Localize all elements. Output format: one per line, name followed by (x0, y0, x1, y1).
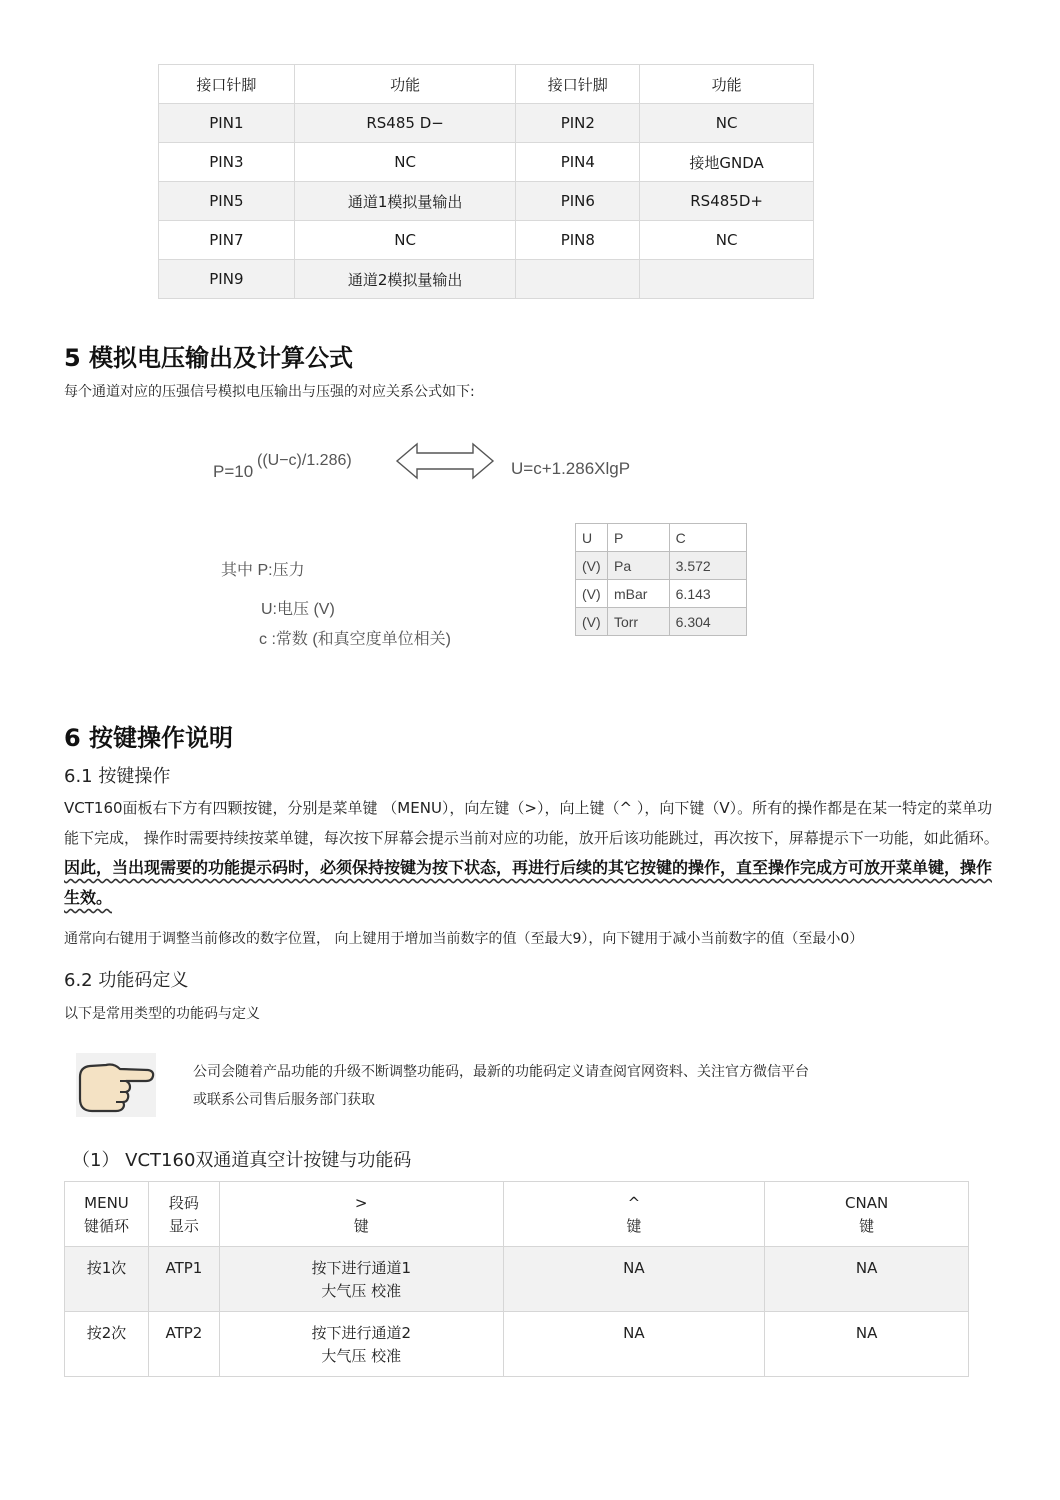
header-line: ^ (627, 1194, 641, 1212)
subsection-6-2-title: 6.2 功能码定义 (64, 970, 189, 991)
legend-pressure: 其中 P:压力 (221, 562, 305, 579)
cell-line: 按下进行通道2 (311, 1324, 411, 1342)
pin-cell (516, 260, 640, 299)
key-operation-text: VCT160面板右下方有四颗按键，分别是菜单键 （MENU），向左键（>），向上键（^ ），向下键（V）。所有的操作都是在某一特定的菜单功能下完成， 操作时需要持续按菜单键，每次按下屏幕会提示当前对应的功能，放开后该功能跳过，再次按下，屏幕提示下一功能，如此循环。 (64, 799, 999, 847)
right-key-cell (219, 1312, 503, 1377)
pin-cell: NC (640, 221, 814, 260)
function-code-table (64, 1181, 969, 1377)
constant-cell: (V) (576, 552, 608, 580)
section-5-title: 5 模拟电压输出及计算公式 (64, 344, 354, 372)
code-cell: ATP1 (148, 1247, 219, 1312)
pin-cell (640, 260, 814, 299)
pin-table-header (159, 65, 814, 104)
pin-header-cell: 功能 (294, 65, 516, 104)
function-code-intro: 以下是常用类型的功能码与定义 (64, 1006, 260, 1022)
header-cell-right-key (219, 1182, 503, 1247)
header-line: CNAN (845, 1194, 889, 1212)
formula-left-base: P=10 (213, 462, 254, 481)
pin-cell: RS485D+ (640, 182, 814, 221)
pin-cell: PIN9 (159, 260, 295, 299)
cell-line: 大气压 校准 (321, 1347, 402, 1365)
cell-line: 大气压 校准 (321, 1282, 402, 1300)
pin-cell: 通道1模拟量输出 (294, 182, 516, 221)
table-row (65, 1247, 969, 1312)
pin-header-cell: 接口针脚 (516, 65, 640, 104)
table-row (65, 1312, 969, 1377)
section-5-intro: 每个通道对应的压强信号模拟电压输出与压强的对应关系公式如下: (64, 384, 475, 400)
table-row (159, 182, 814, 221)
pin-cell: PIN4 (516, 143, 640, 182)
menu-cell: 按1次 (65, 1247, 149, 1312)
table-row (576, 608, 747, 636)
constant-table (575, 523, 747, 636)
pin-cell: NC (640, 104, 814, 143)
right-key-cell (219, 1247, 503, 1312)
constant-cell: Pa (607, 552, 669, 580)
function-table-caption: （1） VCT160双通道真空计按键与功能码 (72, 1150, 412, 1171)
header-cell-cnan-key (765, 1182, 969, 1247)
section-6-title: 6 按键操作说明 (64, 724, 234, 752)
pointing-hand-icon (76, 1053, 156, 1117)
up-key-cell: NA (503, 1247, 765, 1312)
pin-cell: PIN6 (516, 182, 640, 221)
table-row (159, 221, 814, 260)
pin-cell: PIN3 (159, 143, 295, 182)
constant-table-header (576, 524, 747, 552)
cnan-key-cell: NA (765, 1247, 969, 1312)
double-arrow-icon (395, 441, 495, 481)
constant-cell: 6.304 (669, 608, 746, 636)
legend-voltage: U:电压 (V) (261, 601, 335, 618)
legend-constant: c :常数 (和真空度单位相关) (259, 631, 451, 648)
note-line: 公司会随着产品功能的升级不断调整功能码，最新的功能码定义请查阅官网资料、关注官方微信平台 (193, 1064, 809, 1080)
header-line: MENU (84, 1194, 129, 1212)
table-row (159, 104, 814, 143)
pin-header-cell: 功能 (640, 65, 814, 104)
pin-cell: PIN5 (159, 182, 295, 221)
header-line: > (354, 1194, 368, 1212)
pin-cell: PIN2 (516, 104, 640, 143)
up-key-cell: NA (503, 1312, 765, 1377)
header-cell-code (148, 1182, 219, 1247)
header-line: 键 (626, 1217, 642, 1235)
note-text (193, 1058, 809, 1114)
subsection-6-1-title: 6.1 按键操作 (64, 766, 171, 787)
key-operation-emphasis: 因此，当出现需要的功能提示码时，必须保持按键为按下状态，再进行后续的其它按键的操作，直至操作完成方可放开菜单键，操作生效。 (64, 858, 993, 907)
key-direction-paragraph: 通常向右键用于调整当前修改的数字位置， 向上键用于增加当前数字的值（至最大9），向下键用于减小当前数字的值（至最小0） (64, 931, 864, 947)
constant-cell: (V) (576, 580, 608, 608)
constant-header-cell: C (669, 524, 746, 552)
pin-table (158, 64, 814, 299)
pin-cell: NC (294, 143, 516, 182)
header-cell-menu (65, 1182, 149, 1247)
formula-right: U=c+1.286XlgP (511, 459, 631, 478)
table-row (159, 143, 814, 182)
pin-cell: PIN1 (159, 104, 295, 143)
constant-header-cell: U (576, 524, 608, 552)
cnan-key-cell: NA (765, 1312, 969, 1377)
pin-cell: PIN8 (516, 221, 640, 260)
header-cell-up-key (503, 1182, 765, 1247)
header-line: 键循环 (83, 1217, 129, 1235)
pin-cell: RS485 D− (294, 104, 516, 143)
function-table-header (65, 1182, 969, 1247)
note-line: 或联系公司售后服务部门获取 (193, 1092, 375, 1108)
pin-cell: 接地GNDA (640, 143, 814, 182)
constant-header-cell: P (607, 524, 669, 552)
menu-cell: 按2次 (65, 1312, 149, 1377)
header-line: 段码 (168, 1194, 199, 1212)
code-cell: ATP2 (148, 1312, 219, 1377)
constant-cell: Torr (607, 608, 669, 636)
table-row (576, 552, 747, 580)
constant-cell: (V) (576, 608, 608, 636)
formula-left-exponent: ((U−c)/1.286) (257, 452, 352, 469)
pin-cell: PIN7 (159, 221, 295, 260)
header-line: 键 (353, 1217, 369, 1235)
constant-cell: 6.143 (669, 580, 746, 608)
pin-cell: 通道2模拟量输出 (294, 260, 516, 299)
table-row (576, 580, 747, 608)
cell-line: 按下进行通道1 (311, 1259, 411, 1277)
table-row (159, 260, 814, 299)
header-line: 键 (859, 1217, 875, 1235)
header-line: 显示 (168, 1217, 199, 1235)
formula-left (213, 462, 253, 482)
key-operation-paragraph (64, 793, 999, 913)
constant-cell: mBar (607, 580, 669, 608)
constant-cell: 3.572 (669, 552, 746, 580)
pin-cell: NC (294, 221, 516, 260)
pin-header-cell: 接口针脚 (159, 65, 295, 104)
